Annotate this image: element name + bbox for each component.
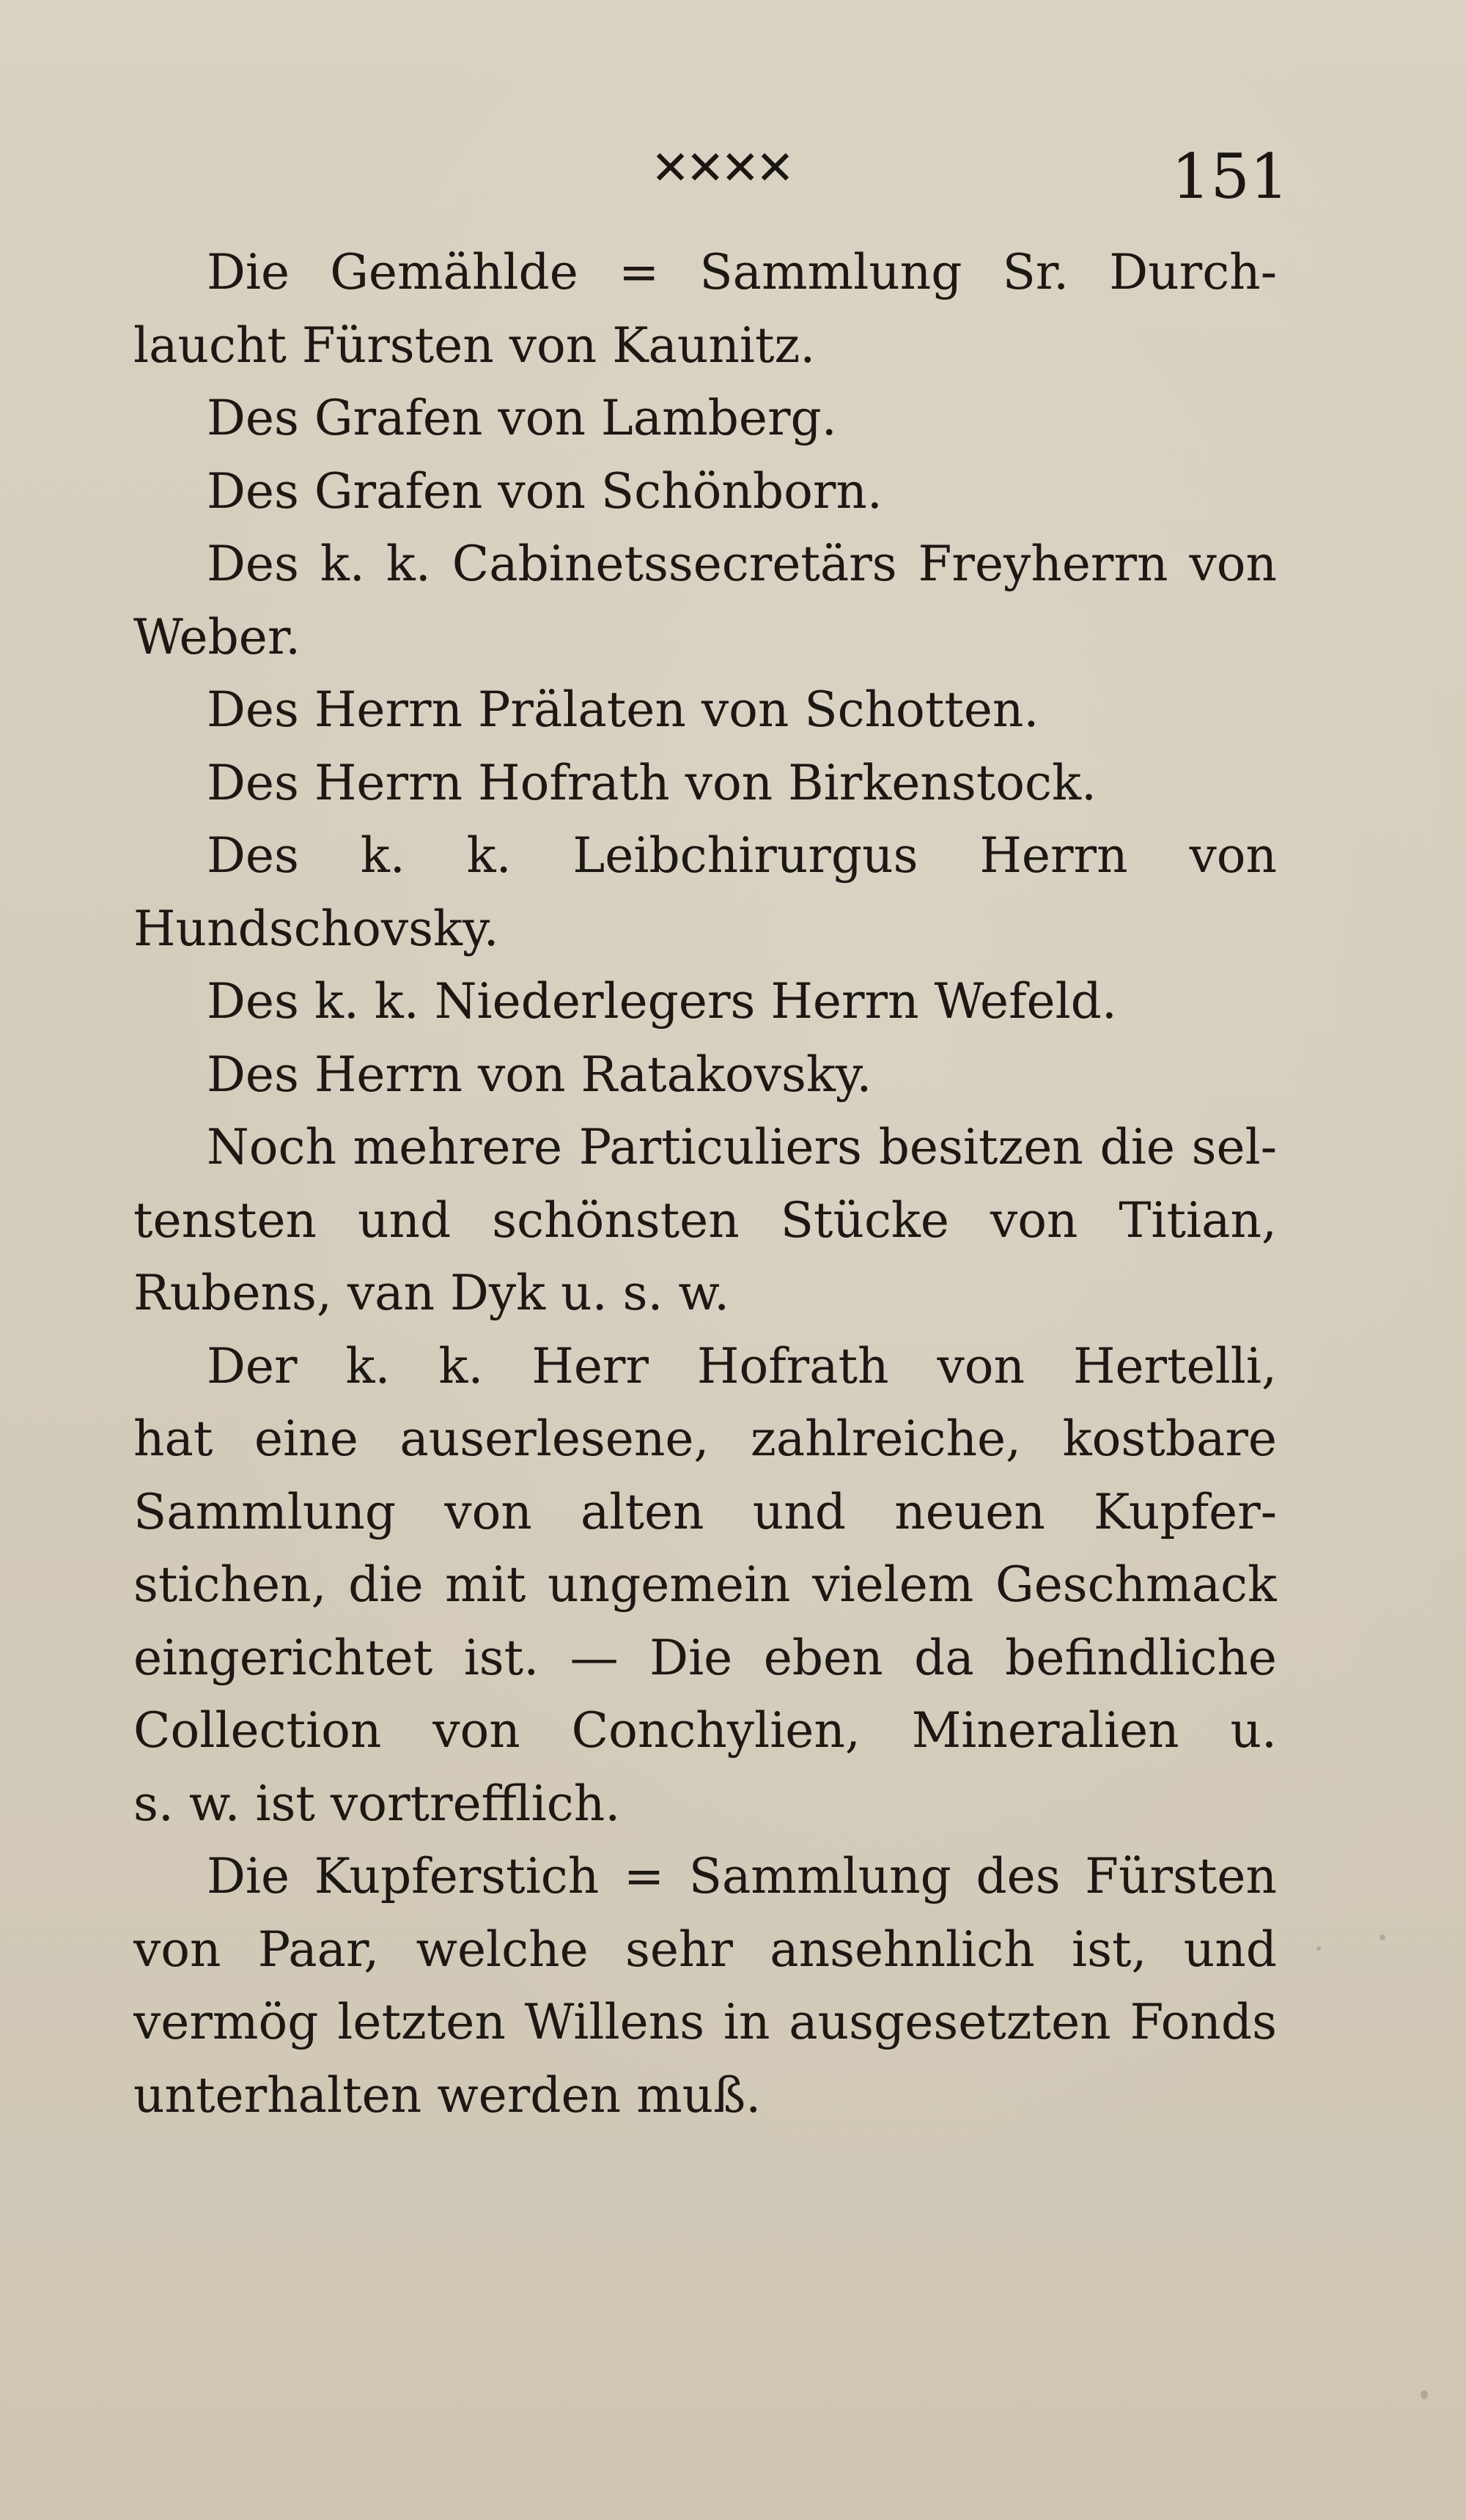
text-line: Der k. k. Herr Hofrath von Hertelli, <box>207 1337 1277 1394</box>
text-line: Des k. k. Niederlegers Herrn Wefeld. <box>207 973 1117 1030</box>
text-line: Die Gemählde = Sammlung Sr. Durch- <box>207 244 1277 300</box>
page-header <box>0 117 1466 213</box>
text-line: stichen, die mit ungemein vielem Geschmack <box>133 1556 1277 1613</box>
paper-speck <box>1380 1935 1385 1940</box>
page-body <box>133 236 1277 2132</box>
text-line: Rubens, van Dyk u. s. w. <box>133 1265 730 1321</box>
page-number: 151 <box>1171 141 1289 213</box>
paper-speck <box>1316 1946 1321 1951</box>
text-line: hat eine auserlesene, zahlreiche, kostbare <box>133 1411 1277 1467</box>
text-line: eingerichtet ist. — Die eben da befindliche <box>133 1629 1277 1686</box>
text-line: s. w. ist vortrefflich. <box>133 1775 621 1832</box>
text-line: Des Herrn Prälaten von Schotten. <box>207 681 1039 738</box>
header-ornament: ✕✕✕✕ <box>650 141 791 196</box>
text-line: Des Herrn von Ratakovsky. <box>207 1046 872 1103</box>
text-line: Des k. k. Leibchirurgus Herrn von <box>207 827 1277 884</box>
text-line: Des Herrn Hofrath von Birkenstock. <box>207 754 1097 811</box>
text-line: vermög letzten Willens in ausgesetzten Fonds <box>133 1994 1277 2050</box>
text-line: von Paar, welche sehr ansehnlich ist, und <box>133 1921 1277 1978</box>
text-line: tensten und schönsten Stücke von Titian, <box>133 1191 1277 1249</box>
text-line: Hundschovsky. <box>133 900 499 957</box>
text-line: Des k. k. Cabinetssecretärs Freyherrn von <box>207 536 1277 592</box>
text-line: Collection von Conchylien, Mineralien u. <box>133 1702 1277 1759</box>
text-line: laucht Fürsten von Kaunitz. <box>133 317 816 374</box>
text-line: Des Grafen von Lamberg. <box>207 390 837 446</box>
paper-speck <box>1421 2390 1428 2399</box>
text-line: Weber. <box>133 608 301 665</box>
text-line: Die Kupferstich = Sammlung des Fürsten <box>207 1848 1277 1904</box>
text-line: Des Grafen von Schönborn. <box>207 462 883 520</box>
text-line: Sammlung von alten und neuen Kupfer- <box>133 1483 1277 1540</box>
text-line: Noch mehrere Particuliers besitzen die sel- <box>207 1119 1277 1175</box>
text-line: unterhalten werden muß. <box>133 2066 762 2124</box>
